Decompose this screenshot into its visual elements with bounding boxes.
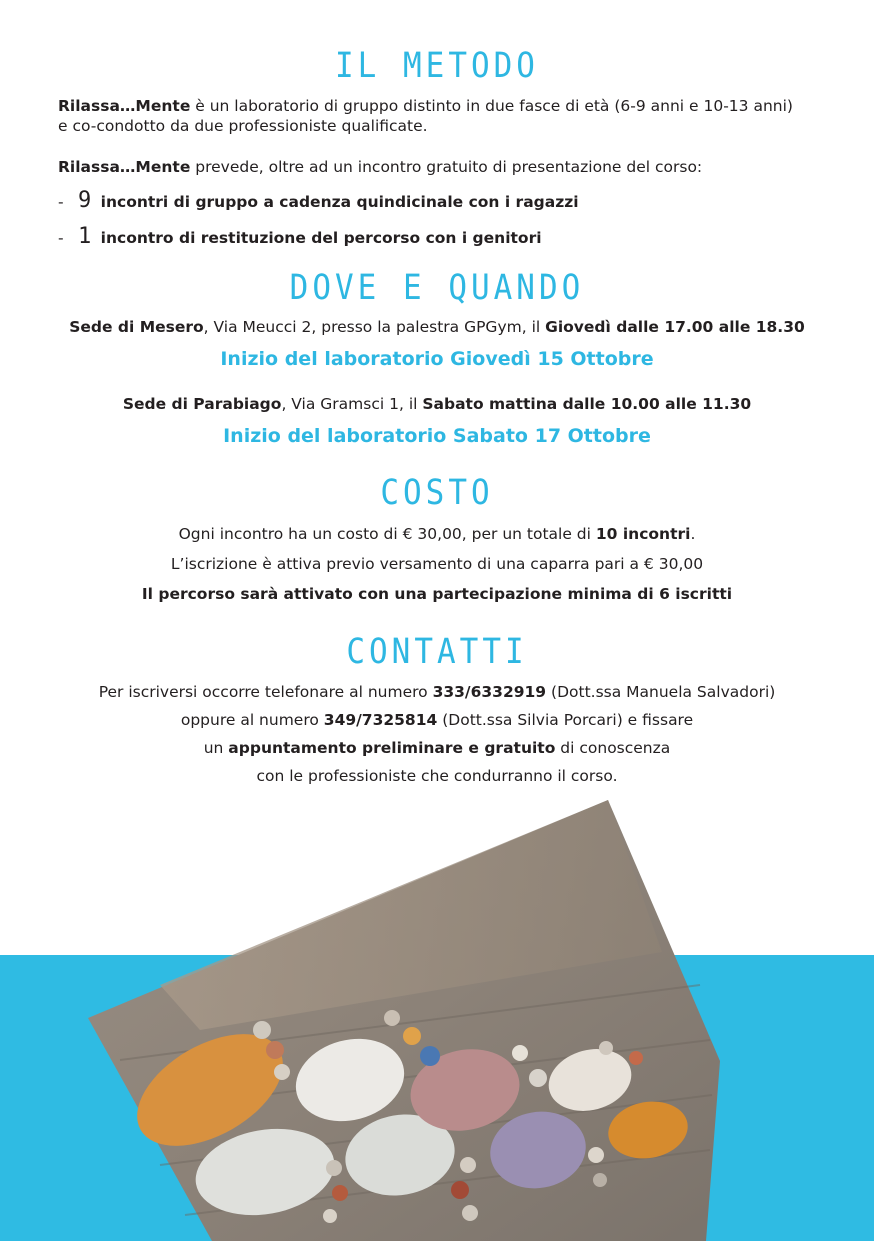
heading-metodo: IL METODO [335, 45, 539, 87]
inizio-parabiago: Inizio del laboratorio Sabato 17 Ottobre [223, 425, 651, 447]
costo-line-2: L’iscrizione è attiva previo versamento di una caparra pari a € 30,00 [170, 555, 704, 573]
metodo-paragraph-2: Rilassa…Mente prevede, oltre ad un incontro gratuito di presentazione del corso: [58, 158, 703, 176]
list-item: - 9 incontri di gruppo a cadenza quindicinale con i ragazzi [58, 188, 579, 213]
inizio-mesero: Inizio del laboratorio Giovedì 15 Ottobre [220, 348, 654, 370]
heading-costo: COSTO [380, 472, 494, 514]
brand-name: Rilassa…Mente [58, 158, 191, 176]
sede-parabiago: Sede di Parabiago, Via Gramsci 1, il Sabato mattina dalle 10.00 alle 11.30 [122, 395, 752, 413]
heading-dove-quando: DOVE E QUANDO [289, 267, 585, 309]
sede-mesero: Sede di Mesero, Via Meucci 2, presso la palestra GPGym, il Giovedì dalle 17.00 alle 18.30 [69, 318, 805, 336]
contatti-line-2: oppure al numero 349/7325814 (Dott.ssa Silvia Porcari) e fissare [180, 711, 694, 729]
brand-name: Rilassa…Mente [58, 97, 191, 115]
contatti-line-1: Per iscriversi occorre telefonare al numero 333/6332919 (Dott.ssa Manuela Salvadori) [98, 683, 776, 701]
contatti-line-4: con le professioniste che condurranno il corso. [256, 767, 618, 785]
costo-line-3: Il percorso sarà attivato con una partecipazione minima di 6 iscritti [141, 585, 733, 603]
list-item: - 1 incontro di restituzione del percorso con i genitori [58, 224, 542, 249]
heading-contatti: CONTATTI [346, 631, 528, 673]
costo-line-1: Ogni incontro ha un costo di € 30,00, per un totale di 10 incontri. [178, 525, 696, 543]
metodo-paragraph-1: Rilassa…Mente è un laboratorio di gruppo distinto in due fasce di età (6-9 anni e 10-13 anni) e co-condotto da due professioniste qualificate. [58, 97, 793, 135]
contatti-line-3: un appuntamento preliminare e gratuito di conoscenza [203, 739, 671, 757]
